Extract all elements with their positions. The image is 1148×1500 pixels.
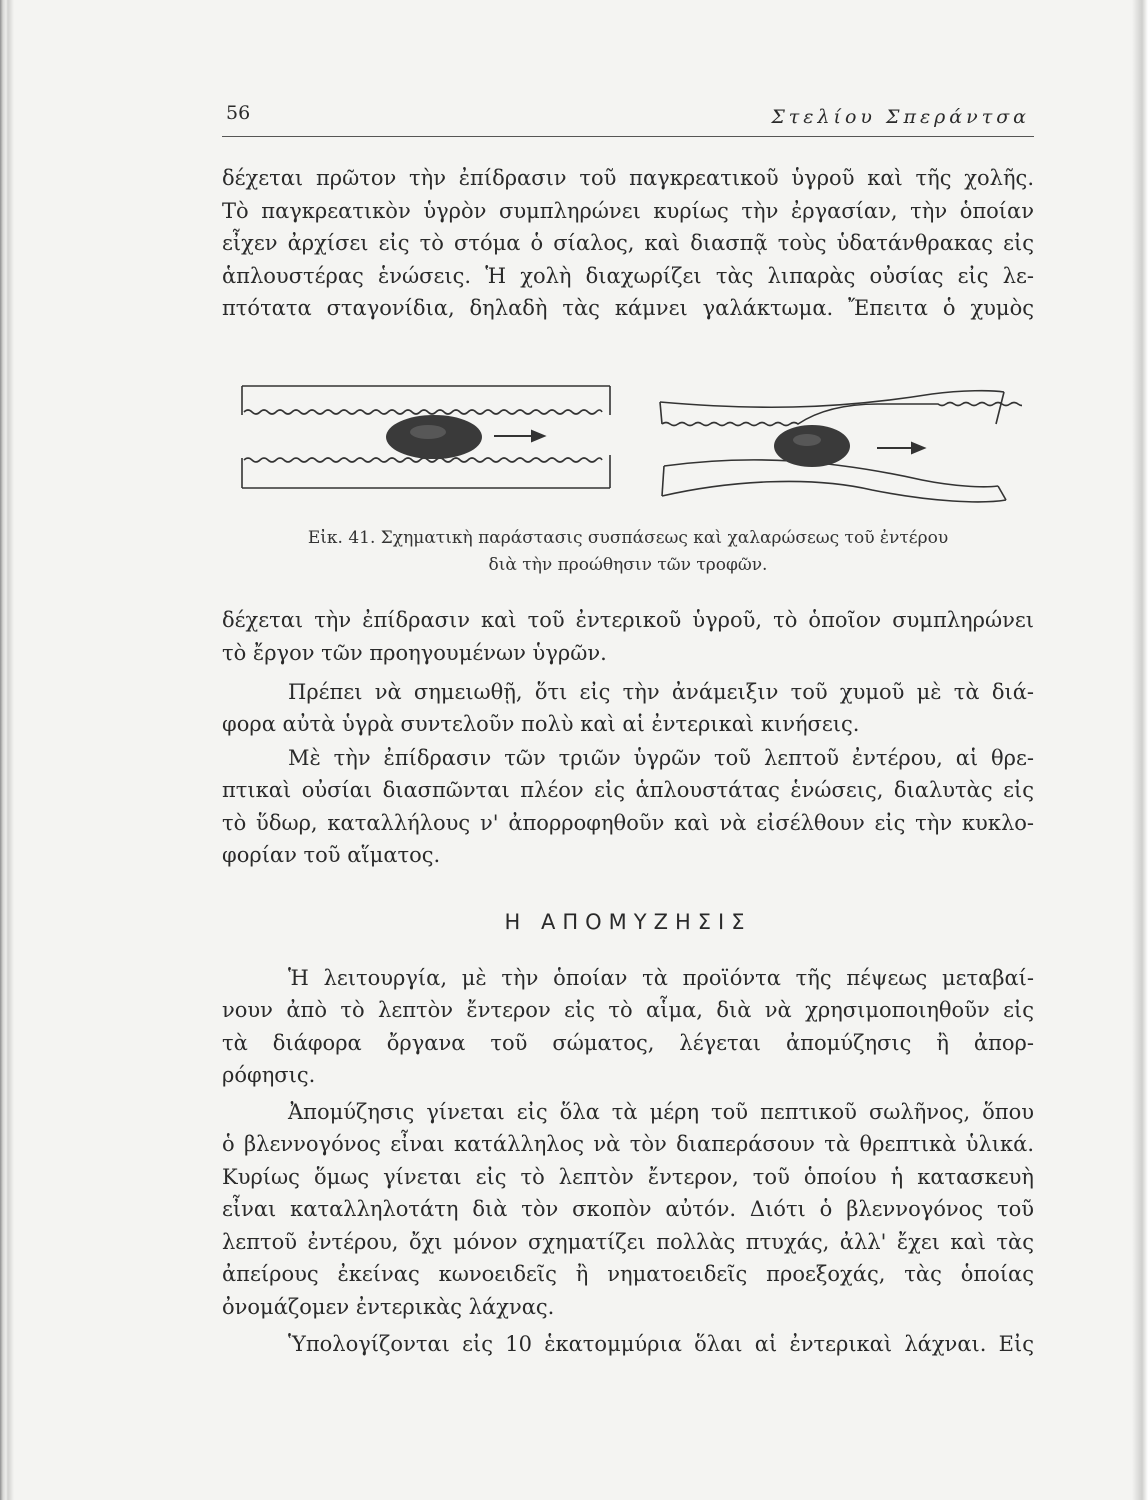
page-binding-shadow bbox=[0, 0, 14, 1500]
text-line: φορίαν τοῦ αἵματος. bbox=[222, 843, 441, 867]
paragraph-4-cont bbox=[222, 774, 1034, 872]
text-line: δέχεται πρῶτον τὴν ἐπίδρασιν τοῦ παγκρεατικοῦ ὑγροῦ καὶ τῆς χολῆς. bbox=[222, 166, 1034, 190]
paragraph-3-cont bbox=[222, 708, 1034, 741]
paragraph-2 bbox=[222, 604, 1034, 669]
page-edge bbox=[1132, 0, 1148, 1500]
text-line: πτικαὶ οὐσίαι διασπῶνται πλέον εἰς ἁπλουστάτας ἑνώσεις, διαλυτὰς εἰς bbox=[222, 778, 1034, 802]
paragraph-4 bbox=[288, 742, 1034, 775]
text-line: Πρέπει νὰ σημειωθῇ, ὅτι εἰς τὴν ἀνάμειξιν τοῦ χυμοῦ μὲ τὰ διά- bbox=[288, 680, 1034, 704]
page-number: 56 bbox=[226, 102, 251, 124]
text-line: Ἡ λειτουργία, μὲ τὴν ὁποίαν τὰ προϊόντα τῆς πέψεως μεταβαί- bbox=[288, 966, 1034, 990]
text-line: Ἀπομύζησις γίνεται εἰς ὅλα τὰ μέρη τοῦ πεπτικοῦ σωλῆνος, ὅπου bbox=[288, 1100, 1034, 1124]
text-line: ρόφησις. bbox=[222, 1063, 316, 1087]
text-line: πτότατα σταγονίδια, δηλαδὴ τὰς κάμνει γαλάκτωμα. Ἔπειτα ὁ χυμὸς bbox=[222, 296, 1034, 320]
paragraph-6 bbox=[288, 1096, 1034, 1129]
text-line: λεπτοῦ ἐντέρου, ὄχι μόνον σχηματίζει πολλὰς πτυχάς, ἀλλ' ἔχει καὶ τὰς bbox=[222, 1229, 1034, 1254]
food-bolus-right bbox=[774, 425, 850, 467]
text-line: ὀνομάζομεν ἐντερικὰς λάχνας. bbox=[222, 1294, 555, 1319]
paragraph-6-cont bbox=[222, 1128, 1034, 1323]
text-line: Κυρίως ὅμως γίνεται εἰς τὸ λεπτὸν ἔντερον, τοῦ ὁποίου ἡ κατασκευὴ bbox=[222, 1164, 1034, 1189]
paragraph-5-cont bbox=[222, 994, 1034, 1092]
text-line: εἶχεν ἀρχίσει εἰς τὸ στόμα ὁ σίαλος, καὶ διασπᾷ τοὺς ὑδατάνθρακας εἰς bbox=[222, 231, 1034, 255]
page-header bbox=[222, 100, 1034, 137]
figure-caption bbox=[222, 525, 1034, 579]
text-line: νουν ἀπὸ τὸ λεπτὸν ἔντερον εἰς τὸ αἷμα, διὰ νὰ χρησιμοποιηθοῦν εἰς bbox=[222, 998, 1034, 1022]
text-line: τὸ ὕδωρ, καταλλήλους ν' ἀπορροφηθοῦν καὶ νὰ εἰσέλθουν εἰς τὴν κυκλο- bbox=[222, 810, 1034, 835]
paragraph-7 bbox=[288, 1328, 1034, 1361]
paragraph-5 bbox=[288, 962, 1034, 995]
intestine-figure bbox=[232, 380, 1022, 510]
text-line: ὁ βλεννογόνος εἶναι κατάλληλος νὰ τὸν διαπεράσουν τὰ θρεπτικὰ ὑλικά. bbox=[222, 1132, 1034, 1156]
text-line: Τὸ παγκρεατικὸν ὑγρὸν συμπληρώνει κυρίως τὴν ἐργασίαν, τὴν ὁποίαν bbox=[222, 198, 1034, 223]
caption-line-1: Εἰκ. 41. Σχηματικὴ παράστασις συσπάσεως καὶ χαλαρώσεως τοῦ ἐντέρου bbox=[307, 528, 949, 548]
text-line: ἁπλουστέρας ἑνώσεις. Ἡ χολὴ διαχωρίζει τὰς λιπαρὰς οὐσίας εἰς λε- bbox=[222, 263, 1034, 288]
text-line: εἶναι καταλληλοτάτη διὰ τὸν σκοπὸν αὐτόν. Διότι ὁ βλεννογόνος τοῦ bbox=[222, 1197, 1034, 1221]
text-line: φορα αὐτὰ ὑγρὰ συντελοῦν πολὺ καὶ αἱ ἐντερικαὶ κινήσεις. bbox=[222, 712, 860, 736]
paragraph-3 bbox=[288, 676, 1034, 709]
text-line: Μὲ τὴν ἐπίδρασιν τῶν τριῶν ὑγρῶν τοῦ λεπτοῦ ἐντέρου, αἱ θρε- bbox=[288, 746, 1034, 770]
text-line: ἀπείρους ἐκείνας κωνοειδεῖς ἢ νηματοειδεῖς προεξοχάς, τὰς ὁποίας bbox=[222, 1262, 1034, 1286]
text-line: Ὑπολογίζονται εἰς 10 ἑκατομμύρια ὅλαι αἱ ἐντερικαὶ λάχναι. Εἰς bbox=[288, 1332, 1034, 1356]
text-line: δέχεται τὴν ἐπίδρασιν καὶ τοῦ ἐντερικοῦ ὑγροῦ, τὸ ὁποῖον συμπληρώνει bbox=[222, 608, 1034, 632]
text-line: τὸ ἔργον τῶν προηγουμένων ὑγρῶν. bbox=[222, 640, 607, 665]
running-head: Στελίου Σπεράντσα bbox=[771, 106, 1030, 128]
arrow-right bbox=[877, 443, 924, 453]
arrow-left bbox=[494, 431, 544, 441]
text-line: τὰ διάφορα ὄργανα τοῦ σώματος, λέγεται ἀπομύζησις ἢ ἀπορ- bbox=[222, 1030, 1034, 1055]
paragraph-1 bbox=[222, 162, 1034, 325]
section-title: Η ΑΠΟΜΥΖΗΣΙΣ bbox=[504, 910, 752, 934]
caption-line-2: διὰ τὴν προώθησιν τῶν τροφῶν. bbox=[488, 555, 768, 575]
